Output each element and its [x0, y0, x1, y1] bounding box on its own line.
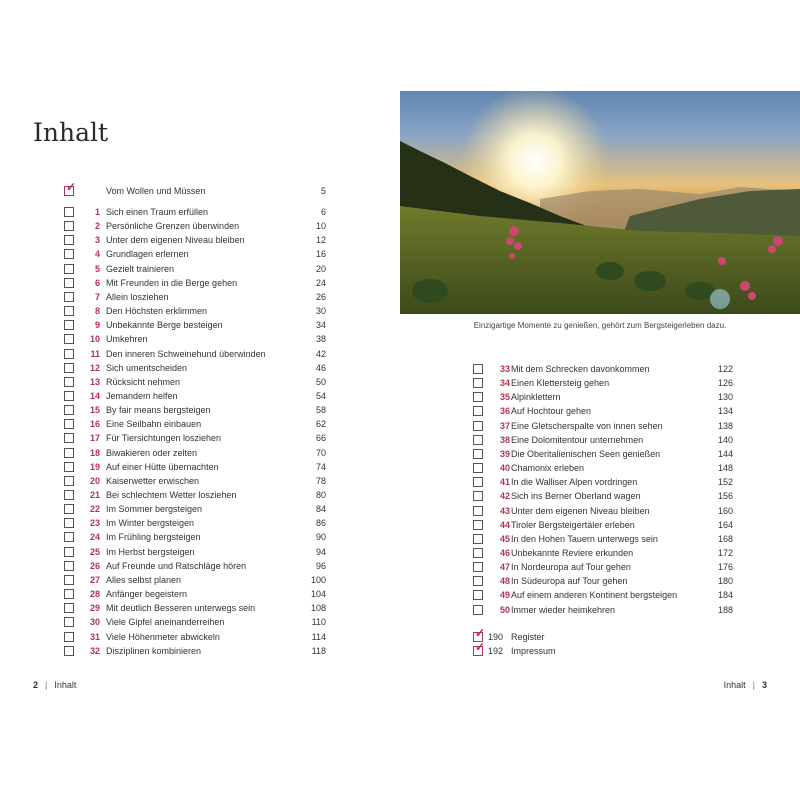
chapter-title: Im Herbst bergsteigen	[106, 546, 195, 557]
chapter-page-number: 6	[320, 207, 326, 217]
page-number-left: 2	[33, 680, 39, 690]
chapter-page-number: 160	[717, 505, 733, 516]
chapter-number: 35	[499, 392, 510, 403]
toc-row[interactable]	[64, 375, 326, 389]
chapter-page-number: 96	[315, 560, 326, 571]
chapter-page-number: 62	[315, 419, 326, 430]
chapter-number: 23	[89, 518, 100, 529]
checkbox-icon[interactable]	[473, 477, 483, 487]
checkbox-icon[interactable]	[64, 320, 74, 330]
toc-row[interactable]	[64, 488, 326, 502]
sunset-mountain-photo	[400, 91, 800, 314]
chapter-page-number: 70	[315, 447, 326, 458]
chapter-page-number: 168	[717, 533, 733, 544]
chapter-number: 37	[499, 420, 510, 431]
toc-row[interactable]	[64, 630, 326, 644]
checkbox-icon[interactable]	[64, 603, 74, 613]
chapter-page-number: 104	[310, 589, 326, 600]
chapter-title: Grundlagen erlernen	[106, 249, 189, 260]
checkbox-icon[interactable]	[64, 462, 74, 472]
chapter-number: 3	[94, 235, 100, 246]
chapter-number: 32	[89, 645, 100, 656]
chapter-number: 12	[89, 362, 100, 373]
chapter-title: Register	[511, 632, 545, 642]
chapter-title: Biwakieren oder zelten	[106, 447, 198, 458]
checkbox-icon[interactable]	[473, 449, 483, 459]
chapter-number: 48	[499, 576, 510, 587]
chapter-page-number: 34	[315, 320, 326, 331]
checkbox-icon[interactable]	[64, 547, 74, 557]
toc-row[interactable]	[473, 447, 733, 461]
toc-row[interactable]	[64, 276, 326, 290]
checked-checkbox-icon[interactable]: ✓	[66, 180, 77, 194]
checkbox-icon[interactable]	[473, 463, 483, 473]
checkbox-icon[interactable]	[64, 632, 74, 642]
chapter-page-number: 86	[315, 518, 326, 529]
checkbox-icon[interactable]	[64, 306, 74, 316]
toc-row[interactable]	[64, 403, 326, 417]
chapter-number: 44	[499, 519, 510, 530]
chapter-page-number: 10	[315, 221, 326, 232]
toc-row[interactable]	[64, 502, 326, 516]
checkbox-icon[interactable]	[64, 518, 74, 528]
chapter-page-number: 118	[311, 645, 326, 656]
chapter-title: Persönliche Grenzen überwinden	[106, 221, 240, 232]
chapter-title: Gezielt trainieren	[106, 263, 175, 274]
chapter-number: 8	[94, 306, 100, 317]
chapter-page-number: 24	[315, 277, 326, 288]
chapter-page-number: 84	[315, 504, 326, 515]
chapter-page-number: 54	[315, 390, 326, 401]
chapter-page-number: 80	[315, 490, 326, 500]
chapter-page-number: 122	[717, 364, 733, 374]
chapter-number: 39	[499, 448, 510, 459]
checkbox-icon[interactable]	[64, 264, 74, 274]
chapter-page-number: 110	[311, 617, 326, 628]
footer-left: 2 | Inhalt	[33, 680, 77, 690]
toc-row[interactable]	[64, 205, 326, 219]
chapter-number: 19	[89, 461, 100, 472]
chapter-title: Chamonix erleben	[511, 463, 585, 474]
checkbox-icon[interactable]	[473, 364, 483, 374]
chapter-page-number: 108	[310, 603, 326, 614]
toc-row[interactable]	[473, 603, 733, 617]
chapter-number: 38	[499, 434, 510, 445]
chapter-number: 17	[89, 433, 100, 444]
chapter-number: 16	[89, 419, 100, 430]
chapter-page-number: 50	[315, 376, 326, 387]
chapter-page-number: 30	[315, 306, 326, 317]
chapter-number: 5	[94, 263, 100, 274]
page-title: Inhalt	[33, 118, 109, 147]
chapter-title: Unbekannte Reviere erkunden	[511, 547, 634, 558]
chapter-title: In Nordeuropa auf Tour gehen	[511, 562, 631, 573]
chapter-page-number: 164	[717, 519, 733, 530]
checkbox-icon[interactable]	[64, 433, 74, 443]
checkbox-icon[interactable]	[64, 249, 74, 259]
chapter-page-number: 100	[310, 574, 326, 585]
chapter-title: Auf einer Hütte übernachten	[106, 461, 219, 472]
checkbox-icon[interactable]	[473, 605, 483, 615]
chapter-title: Umkehren	[106, 334, 148, 345]
chapter-title: Einen Klettersteig gehen	[511, 378, 610, 389]
chapter-number: 25	[89, 546, 100, 557]
chapter-title: Immer wieder heimkehren	[511, 604, 616, 615]
toc-row[interactable]	[64, 389, 326, 403]
chapter-title: Viele Gipfel aneinanderreihen	[106, 617, 225, 628]
toc-row[interactable]	[64, 615, 326, 629]
chapter-number: 47	[499, 562, 510, 573]
toc-row[interactable]	[64, 559, 326, 573]
chapter-number: 34	[499, 378, 510, 389]
checkbox-icon[interactable]	[473, 435, 483, 445]
toc-row[interactable]	[473, 504, 733, 518]
chapter-title: Disziplinen kombinieren	[106, 645, 202, 656]
chapter-page-number: 176	[717, 562, 733, 573]
chapter-number: 30	[89, 617, 100, 628]
chapter-page-number: 42	[315, 348, 326, 359]
checkbox-icon[interactable]	[64, 532, 74, 542]
toc-row[interactable]	[64, 516, 326, 530]
checkbox-icon[interactable]	[473, 576, 483, 586]
chapter-title: Alles selbst planen	[106, 574, 182, 585]
chapter-title: Rücksicht nehmen	[106, 376, 181, 387]
toc-row[interactable]	[473, 362, 733, 376]
chapter-number: 13	[89, 376, 100, 387]
checkbox-icon[interactable]	[473, 562, 483, 572]
toc-row[interactable]	[64, 347, 326, 361]
toc-row[interactable]	[64, 361, 326, 375]
checkbox-icon[interactable]	[64, 334, 74, 344]
chapter-page-number: 90	[315, 532, 326, 543]
toc-row[interactable]	[64, 530, 326, 544]
toc-row[interactable]	[473, 489, 733, 503]
checkbox-icon[interactable]	[64, 589, 74, 599]
chapter-title: Unter dem eigenen Niveau bleiben	[106, 235, 245, 246]
checkbox-icon[interactable]	[64, 448, 74, 458]
toc-row[interactable]	[64, 290, 326, 304]
checkbox-icon[interactable]	[64, 235, 74, 245]
footer-section-right: Inhalt	[723, 680, 746, 690]
chapter-number: 4	[94, 249, 100, 260]
chapter-page-number: 26	[315, 291, 326, 302]
chapter-title: Im Sommer bergsteigen	[106, 504, 203, 515]
chapter-number: 49	[499, 590, 510, 601]
checkbox-icon[interactable]	[473, 491, 483, 501]
chapter-number: 36	[499, 406, 510, 417]
toc-row[interactable]	[64, 417, 326, 431]
chapter-title: Eine Dolomitentour unternehmen	[511, 434, 644, 445]
chapter-page-number: 190	[487, 632, 503, 642]
chapter-title: Unter dem eigenen Niveau bleiben	[511, 505, 650, 516]
photo-caption: Einzigartige Momente zu genießen, gehört zum Bergsteigerleben dazu.	[473, 321, 727, 330]
chapter-number: 15	[89, 405, 100, 416]
checkbox-icon[interactable]	[64, 221, 74, 231]
chapter-title: By fair means bergsteigen	[106, 405, 211, 416]
checkbox-icon[interactable]	[64, 504, 74, 514]
chapter-page-number: 58	[315, 405, 326, 416]
chapter-title: Im Winter bergsteigen	[106, 518, 195, 529]
checkbox-icon[interactable]	[64, 349, 74, 359]
chapter-title: Impressum	[511, 646, 556, 656]
checkbox-icon[interactable]	[64, 363, 74, 373]
chapter-title: Sich umentscheiden	[106, 362, 188, 373]
chapter-page-number: 192	[487, 646, 503, 656]
checked-checkbox-icon[interactable]: ✓	[475, 626, 486, 640]
checkbox-icon[interactable]	[473, 548, 483, 558]
chapter-title: Eine Seilbahn einbauen	[106, 419, 202, 430]
chapter-number: 46	[499, 547, 510, 558]
toc-row[interactable]	[64, 233, 326, 247]
chapter-number: 31	[89, 631, 100, 642]
checked-checkbox-icon[interactable]: ✓	[475, 640, 486, 654]
toc-row[interactable]	[473, 518, 733, 532]
checkbox-icon[interactable]	[473, 520, 483, 530]
chapter-page-number: 114	[311, 631, 326, 642]
toc-row[interactable]	[64, 262, 326, 276]
toc-row[interactable]	[473, 574, 733, 588]
toc-row[interactable]	[473, 560, 733, 574]
chapter-number: 45	[499, 533, 510, 544]
chapter-title: Viele Höhenmeter abwickeln	[106, 631, 220, 642]
checkbox-icon[interactable]	[64, 278, 74, 288]
toc-row[interactable]	[64, 587, 326, 601]
checkbox-icon[interactable]	[64, 292, 74, 302]
chapter-page-number: 12	[315, 235, 326, 246]
chapter-page-number: 188	[717, 604, 733, 615]
chapter-number: 33	[499, 364, 510, 374]
toc-row[interactable]	[64, 247, 326, 261]
chapter-number: 11	[90, 348, 100, 359]
chapter-page-number: 20	[315, 263, 326, 274]
chapter-page-number: 66	[315, 433, 326, 444]
chapter-title: Auf Freunde und Ratschläge hören	[106, 560, 247, 571]
toc-row[interactable]	[473, 588, 733, 602]
checkbox-icon[interactable]	[64, 419, 74, 429]
chapter-page-number: 184	[717, 590, 733, 601]
chapter-title: Auf Hochtour gehen	[511, 406, 592, 417]
chapter-number: 29	[89, 603, 100, 614]
chapter-number: 27	[89, 574, 100, 585]
checkbox-icon[interactable]	[473, 590, 483, 600]
chapter-number: 1	[94, 207, 100, 217]
checkbox-icon[interactable]	[64, 561, 74, 571]
chapter-page-number: 140	[717, 434, 733, 445]
chapter-title: Mit Freunden in die Berge gehen	[106, 277, 238, 288]
chapter-number: 18	[89, 447, 100, 458]
chapter-page-number: 16	[315, 249, 326, 260]
chapter-page-number: 38	[315, 334, 326, 345]
checkbox-icon[interactable]	[64, 377, 74, 387]
chapter-number: 21	[89, 490, 100, 500]
chapter-title: Eine Gletscherspalte von innen sehen	[511, 420, 663, 431]
chapter-number: 26	[89, 560, 100, 571]
chapter-page-number: 130	[717, 392, 733, 403]
chapter-page-number: 144	[717, 448, 733, 459]
chapter-page-number: 180	[717, 576, 733, 587]
toc-row[interactable]	[473, 376, 733, 390]
chapter-title: Mit dem Schrecken davonkommen	[511, 364, 650, 374]
chapter-title: Den inneren Schweinehund überwinden	[106, 348, 266, 359]
checkbox-icon[interactable]	[473, 534, 483, 544]
checkbox-icon[interactable]	[64, 575, 74, 585]
page-number-right: 3	[761, 680, 767, 690]
toc-row[interactable]	[64, 318, 326, 332]
chapter-page-number: 74	[315, 461, 326, 472]
chapter-title: Kaiserwetter erwischen	[106, 475, 200, 486]
chapter-page-number: 172	[717, 547, 733, 558]
chapter-title: Sich ins Berner Oberland wagen	[511, 491, 641, 502]
checkbox-icon[interactable]	[473, 406, 483, 416]
chapter-number: 41	[499, 477, 510, 488]
chapter-number: 10	[89, 334, 100, 345]
chapter-title: In den Hohen Tauern unterwegs sein	[511, 533, 658, 544]
chapter-number: 43	[499, 505, 510, 516]
toc-row[interactable]	[64, 332, 326, 346]
checkbox-icon[interactable]	[64, 490, 74, 500]
chapter-title: Bei schlechtem Wetter losziehen	[106, 490, 237, 500]
checkbox-icon[interactable]	[473, 506, 483, 516]
chapter-number: 2	[94, 221, 100, 232]
chapter-title: In Südeuropa auf Tour gehen	[511, 576, 628, 587]
toc-row[interactable]	[473, 475, 733, 489]
chapter-title: Tiroler Bergsteigertäler erleben	[511, 519, 635, 530]
toc-row[interactable]	[64, 219, 326, 233]
chapter-title: Unbekannte Berge besteigen	[106, 320, 223, 331]
chapter-page-number: 94	[315, 546, 326, 557]
checkbox-icon[interactable]	[64, 646, 74, 656]
chapter-title: Sich einen Traum erfüllen	[106, 207, 209, 217]
toc-intro-page: 5	[320, 186, 326, 196]
chapter-page-number: 138	[717, 420, 733, 431]
toc-row[interactable]	[473, 461, 733, 475]
chapter-number: 7	[94, 291, 100, 302]
chapter-page-number: 156	[717, 491, 733, 502]
toc-row[interactable]	[64, 545, 326, 559]
chapter-title: Allein losziehen	[106, 291, 169, 302]
chapter-title: Jemandem helfen	[106, 390, 178, 401]
chapter-number: 6	[94, 277, 100, 288]
chapter-title: Den Höchsten erklimmen	[106, 306, 208, 317]
chapter-number: 28	[89, 589, 100, 600]
chapter-title: Anfänger begeistern	[106, 589, 188, 600]
toc-row[interactable]	[64, 446, 326, 460]
toc-intro-label: Vom Wollen und Müssen	[106, 186, 206, 196]
chapter-title: In die Walliser Alpen vordringen	[511, 477, 638, 488]
toc-row[interactable]	[473, 390, 733, 404]
toc-row[interactable]	[64, 460, 326, 474]
chapter-page-number: 152	[717, 477, 733, 488]
chapter-number: 50	[499, 604, 510, 615]
checkbox-icon[interactable]	[64, 405, 74, 415]
checkbox-icon[interactable]	[64, 476, 74, 486]
chapter-title: Auf einem anderen Kontinent bergsteigen	[511, 590, 678, 601]
toc-row[interactable]	[64, 644, 326, 658]
checkbox-icon[interactable]	[64, 207, 74, 217]
chapter-number: 14	[89, 390, 100, 401]
chapter-page-number: 78	[315, 475, 326, 486]
toc-row[interactable]	[473, 532, 733, 546]
chapter-title: Im Frühling bergsteigen	[106, 532, 201, 543]
checkbox-icon[interactable]	[64, 391, 74, 401]
chapter-title: Die Oberitalienischen Seen genießen	[511, 448, 661, 459]
toc-row[interactable]	[64, 601, 326, 615]
toc-intro-row	[64, 180, 326, 198]
chapter-number: 40	[499, 463, 510, 474]
checkbox-icon[interactable]	[473, 421, 483, 431]
chapter-number: 24	[89, 532, 100, 543]
footer-section-left: Inhalt	[54, 680, 77, 690]
chapter-page-number: 46	[315, 362, 326, 373]
toc-row[interactable]	[64, 304, 326, 318]
checkbox-icon[interactable]	[473, 392, 483, 402]
toc-row[interactable]	[473, 546, 733, 560]
chapter-title: Mit deutlich Besseren unterwegs sein	[106, 603, 256, 614]
chapter-number: 42	[499, 491, 510, 502]
toc-row[interactable]	[473, 433, 733, 447]
chapter-page-number: 148	[717, 463, 733, 474]
checkbox-icon[interactable]	[473, 378, 483, 388]
chapter-title: Alpinklettern	[511, 392, 561, 403]
toc-row[interactable]	[473, 419, 733, 433]
chapter-number: 20	[89, 475, 100, 486]
toc-row[interactable]	[473, 404, 733, 418]
chapter-page-number: 134	[717, 406, 733, 417]
toc-row[interactable]	[64, 573, 326, 587]
chapter-title: Für Tiersichtungen losziehen	[106, 433, 222, 444]
toc-row[interactable]	[64, 474, 326, 488]
chapter-number: 22	[89, 504, 100, 515]
chapter-page-number: 126	[717, 378, 733, 389]
checkbox-icon[interactable]	[64, 617, 74, 627]
toc-row[interactable]	[64, 431, 326, 445]
footer-right: Inhalt | 3	[723, 680, 767, 690]
chapter-number: 9	[94, 320, 100, 331]
